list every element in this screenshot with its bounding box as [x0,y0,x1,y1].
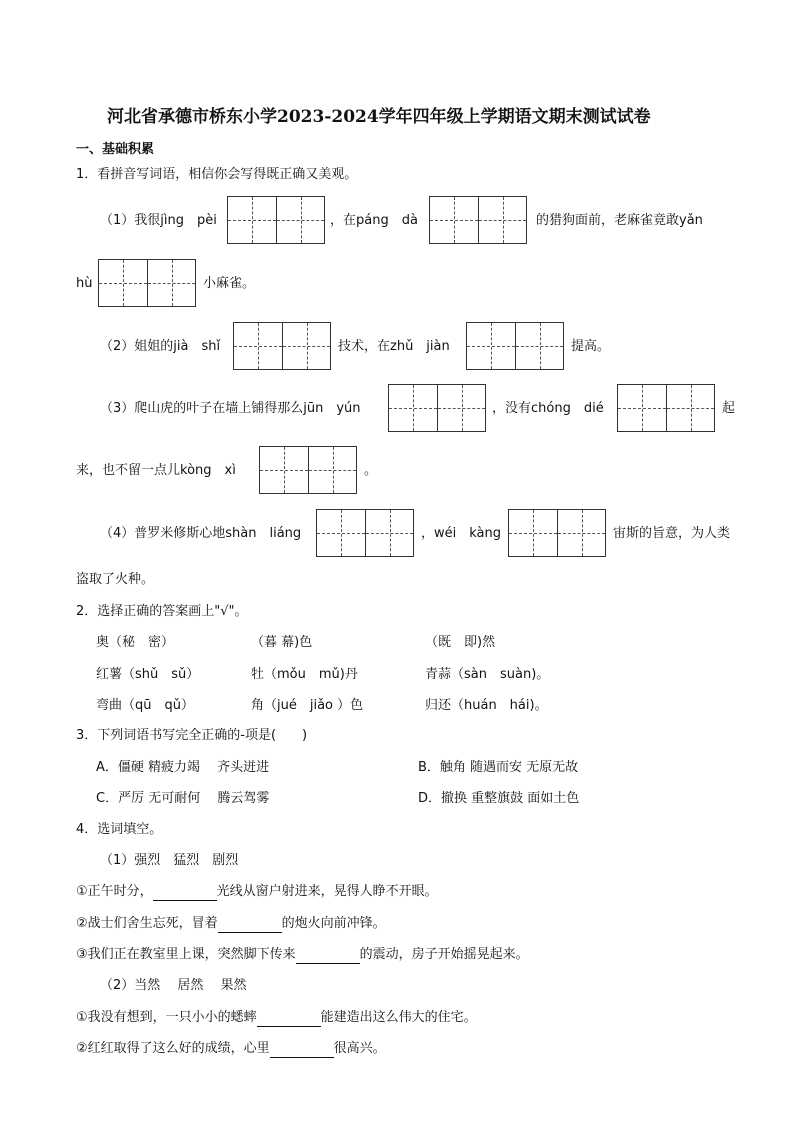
sentence-text: ②战士们舍生忘死，冒着 [76,916,218,931]
q1-p3-text-a: （3）爬山虎的叶子在墙上铺得那么jūn yún [100,401,361,416]
q1-p1-text-e: 小麻雀。 [203,276,256,291]
writing-grid[interactable] [259,446,357,494]
q2-choice[interactable]: 奥（秘 密） [96,635,175,650]
writing-grid[interactable] [388,384,486,432]
writing-grid[interactable] [227,196,325,244]
sentence-text: 光线从窗户射进来，晃得人睁不开眼。 [216,884,438,899]
page-title: 河北省承德市桥东小学2023-2024学年四年级上学期语文期末测试试卷 [107,107,651,127]
q1-p2-text-a: （2）姐姐的jià shǐ [100,339,221,354]
q1-p3-text-b: ，没有chóng dié [492,401,604,416]
sentence-text: ①我没有想到，一只小小的蟋蟀 [76,1010,257,1025]
q1-p2-text-b: 技术，在zhǔ jiàn [338,339,450,354]
q1-p3-text-d: 来，也不留一点儿kòng xì [76,463,236,478]
q2-choice[interactable]: 角（jué jiǎo ）色 [251,698,364,713]
q4-sentence [76,883,438,901]
q1-p1-text-a: （1）我很jìng pèi [100,213,217,228]
fill-blank[interactable] [296,949,360,964]
writing-grid[interactable] [508,509,606,557]
writing-grid[interactable] [316,509,414,557]
q1-p2-text-c: 提高。 [571,339,611,354]
q4-sentence [76,946,529,964]
q2-choice[interactable]: （既 即)然 [425,635,496,650]
q1-p3-text-c: 起 [722,401,736,416]
q2-choice[interactable]: （暮 幕)色 [251,635,313,650]
sentence-text: ②红红取得了这么好的成绩，心里 [76,1041,270,1056]
q2-choice[interactable]: 青蒜（sàn suàn)。 [425,667,550,682]
writing-grid[interactable] [98,259,196,307]
q3-option-d[interactable]: D．撤换 重整旗鼓 面如土色 [418,791,580,806]
q1-stem: 1．看拼音写词语，相信你会写得既正确又美观。 [76,167,358,182]
sentence-text: ③我们正在教室里上课，突然脚下传来 [76,947,296,962]
section-heading: 一、基础积累 [76,142,155,157]
sentence-text: 的震动，房子开始摇晃起来。 [359,947,529,962]
q3-option-c[interactable]: C．严厉 无可耐何 腾云驾雾 [96,791,270,806]
q1-p1-text-d: hù [76,276,93,291]
q4-sentence [76,1040,386,1058]
writing-grid[interactable] [429,196,527,244]
q2-stem: 2．选择正确的答案画上"√"。 [76,604,248,619]
fill-blank[interactable] [270,1043,334,1058]
q3-option-b[interactable]: B．触角 随遇而安 无原无故 [418,760,579,775]
writing-grid[interactable] [466,322,564,370]
sentence-text: 很高兴。 [333,1041,386,1056]
q1-p3-text-e: 。 [364,463,378,478]
q1-p4-text-c: 宙斯的旨意，为人类 [613,526,731,541]
writing-grid[interactable] [617,384,715,432]
q3-stem: 3．下列词语书写完全正确的-项是( ) [76,728,308,743]
q1-p1-text-c: 的猎狗面前，老麻雀竟敢yǎn [536,213,703,228]
q2-choice[interactable]: 红薯（shǔ sǔ） [96,667,200,682]
q1-p1-text-b: ，在páng dà [330,213,418,228]
q4-stem: 4．选词填空。 [76,822,163,837]
q2-choice[interactable]: 弯曲（qū qǔ） [96,698,194,713]
fill-blank[interactable] [218,918,282,933]
q1-p4-text-a: （4）普罗米修斯心地shàn liáng [100,526,302,541]
sentence-text: 的炮火向前冲锋。 [281,916,386,931]
q4-sentence [76,1009,477,1027]
q1-p4-text-b: ，wéi kàng [421,526,501,541]
q4-group-2: （2）当然 居然 果然 [100,978,247,993]
q4-group-1: （1）强烈 猛烈 剧烈 [100,853,239,868]
sentence-text: ①正午时分， [76,884,153,899]
fill-blank[interactable] [153,886,217,901]
q4-sentence [76,915,386,933]
q2-choice[interactable]: 牡（mǒu mǔ)丹 [251,667,358,682]
writing-grid[interactable] [233,322,331,370]
q3-option-a[interactable]: A．僵硬 精疲力竭 齐头迸进 [96,760,270,775]
fill-blank[interactable] [257,1012,321,1027]
q2-choice[interactable]: 归还（huán hái)。 [425,698,548,713]
sentence-text: 能建造出这么伟大的住宅。 [320,1010,477,1025]
q1-p4-text-d: 盗取了火种。 [76,572,155,587]
